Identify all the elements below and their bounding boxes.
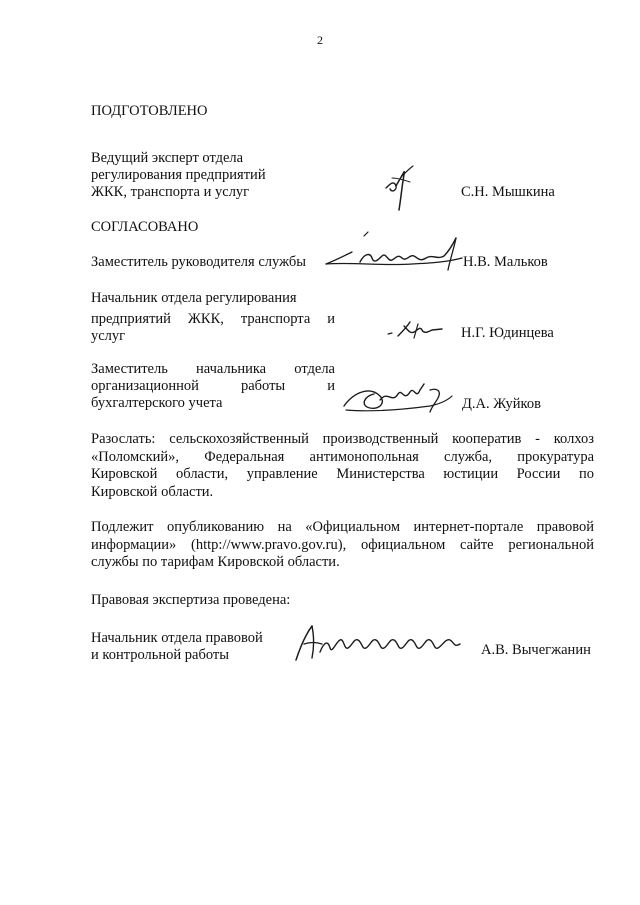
signatory-2-position bbox=[91, 290, 335, 345]
position-line: Начальник отдела правовой bbox=[91, 630, 263, 646]
position-line: Начальник отдела регулирования bbox=[91, 290, 297, 306]
distribution-line: Разослать: сельскохозяйственный производственный кооператив - колхоз bbox=[91, 431, 594, 447]
position-line: и контрольной работы bbox=[91, 647, 229, 663]
signature-yudintseva bbox=[384, 316, 446, 346]
position-line: бухгалтерского учета bbox=[91, 395, 223, 411]
signature-malkov bbox=[322, 228, 472, 278]
publication-line: службы по тарифам Кировской области. bbox=[91, 554, 340, 570]
distribution-line: Кировской области. bbox=[91, 483, 214, 500]
publication-line: Подлежит опубликованию на «Официальном интернет-портале правовой bbox=[91, 519, 594, 535]
prepared-name: С.Н. Мышкина bbox=[461, 184, 555, 200]
position-line: регулирования предприятий bbox=[91, 167, 266, 183]
legal-review-statement: Правовая экспертиза проведена: bbox=[91, 592, 291, 608]
signatory-3-position bbox=[91, 361, 335, 412]
signatory-2-name: Н.Г. Юдинцева bbox=[461, 325, 554, 341]
position-line: предприятий ЖКК, транспорта и bbox=[91, 311, 335, 327]
position-line: ЖКК, транспорта и услуг bbox=[91, 184, 250, 200]
position-line: Заместитель начальника отдела bbox=[91, 361, 335, 377]
legal-review-name: А.В. Вычегжанин bbox=[481, 642, 591, 658]
distribution-paragraph bbox=[91, 431, 594, 501]
prepared-heading: ПОДГОТОВЛЕНО bbox=[91, 103, 208, 119]
signature-vychegzhanin bbox=[290, 620, 470, 666]
distribution-line: «Поломский», Федеральная антимонопольная служба, прокуратура bbox=[91, 448, 594, 465]
signature-myshkina bbox=[380, 160, 420, 212]
signatory-1-name: Н.В. Мальков bbox=[463, 254, 548, 270]
distribution-line: Кировской области, управление Министерства юстиции России по bbox=[91, 466, 594, 482]
signatory-3-name: Д.А. Жуйков bbox=[462, 396, 541, 412]
publication-line: информации» (http://www.pravo.gov.ru), официальном сайте региональной bbox=[91, 536, 594, 553]
position-line: услуг bbox=[91, 328, 126, 344]
position-line: Ведущий эксперт отдела bbox=[91, 150, 244, 166]
legal-review-position bbox=[91, 630, 263, 664]
publication-paragraph bbox=[91, 519, 594, 572]
signature-zhuykov bbox=[340, 376, 460, 420]
position-line: организационной работы и bbox=[91, 378, 335, 394]
agreed-heading: СОГЛАСОВАНО bbox=[91, 219, 199, 235]
page-number: 2 bbox=[317, 33, 323, 47]
signatory-1-position: Заместитель руководителя службы bbox=[91, 254, 307, 270]
prepared-position bbox=[91, 150, 266, 201]
